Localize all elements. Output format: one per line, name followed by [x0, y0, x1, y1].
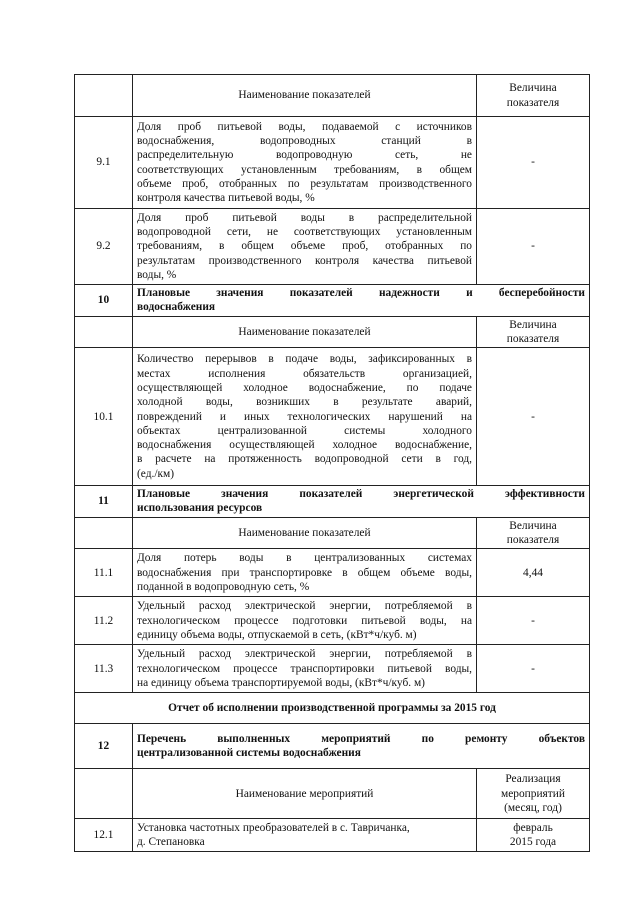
section-title: Плановые значения показателей энергетической эффективности использования ресурсов [133, 486, 590, 518]
table-row [75, 645, 590, 693]
row-value: - [477, 348, 590, 486]
row-number: 9.1 [75, 117, 133, 209]
table-row [75, 348, 590, 486]
row-description: Количество перерывов в подаче воды, зафиксированных в местах исполнения обязательств организацией, осуществляющей холодное водоснабжение, по подаче холодной воды, возникших в результате аварий, повреждений и иных технологических нарушений на объектах централизованной системы холодного водоснабжения осуществляющей холодное водоснабжение, в расчете на протяженность водопроводной сети в год, (ед./км) [133, 348, 477, 486]
table-row [75, 549, 590, 597]
row-number: 9.2 [75, 209, 133, 285]
table-header-row [75, 75, 590, 117]
report-title: Отчет об исполнении производственной программы за 2015 год [75, 693, 590, 724]
section-title-row [75, 724, 590, 769]
row-value: - [477, 645, 590, 693]
empty-num-cell [75, 316, 133, 348]
section-title-row [75, 486, 590, 518]
empty-num-cell [75, 517, 133, 549]
section-title: Плановые значения показателей надежности и бесперебойности водоснабжения [133, 285, 590, 317]
table-header-row [75, 316, 590, 348]
row-description: Доля проб питьевой воды, подаваемой с источников водоснабжения, водопроводных станций в распределительную водопроводную сеть, не соответствующих установленным требованиям, в общем объеме проб, отобранных по результатам производственного контроля качества питьевой воды, % [133, 117, 477, 209]
column-header-name: Наименование показателей [133, 316, 477, 348]
column-header-name: Наименование мероприятий [133, 769, 477, 819]
table-header-row [75, 517, 590, 549]
row-value: - [477, 209, 590, 285]
row-description: Доля потерь воды в централизованных системах водоснабжения при транспортировке в общем объеме воды, поданной в водопроводную сеть, % [133, 549, 477, 597]
column-header-value: Величина показателя [477, 75, 590, 117]
column-header-name: Наименование показателей [133, 75, 477, 117]
indicators-table [74, 74, 590, 852]
row-description: Установка частотных преобразователей в с. Тавричанка, д. Степановка [133, 819, 477, 852]
column-header-value: Величина показателя [477, 316, 590, 348]
row-number: 12.1 [75, 819, 133, 852]
empty-num-cell [75, 769, 133, 819]
table-row [75, 117, 590, 209]
row-number: 10.1 [75, 348, 133, 486]
row-number: 11.1 [75, 549, 133, 597]
row-description: Удельный расход электрической энергии, потребляемой в технологическом процессе подготовки питьевой воды, на единицу объема воды, отпускаемой в сеть, (кВт*ч/куб. м) [133, 597, 477, 645]
row-value: февраль 2015 года [477, 819, 590, 852]
section-title-row [75, 285, 590, 317]
row-description: Удельный расход электрической энергии, потребляемой в технологическом процессе транспортировки питьевой воды, на единицу объема транспортируемой воды, (кВт*ч/куб. м) [133, 645, 477, 693]
column-header-value: Величина показателя [477, 517, 590, 549]
row-value: - [477, 117, 590, 209]
table-header-row [75, 769, 590, 819]
report-title-row [75, 693, 590, 724]
row-value: 4,44 [477, 549, 590, 597]
row-number: 11.2 [75, 597, 133, 645]
row-description: Доля проб питьевой воды в распределительной водопроводной сети, не соответствующих установленным требованиям, в общем объеме проб, отобранных по результатам производственного контроля качества питьевой воды, % [133, 209, 477, 285]
table-row [75, 209, 590, 285]
section-number: 11 [75, 486, 133, 518]
row-number: 11.3 [75, 645, 133, 693]
row-value: - [477, 597, 590, 645]
section-number: 10 [75, 285, 133, 317]
column-header-name: Наименование показателей [133, 517, 477, 549]
empty-num-cell [75, 75, 133, 117]
section-number: 12 [75, 724, 133, 769]
table-row [75, 597, 590, 645]
section-title: Перечень выполненных мероприятий по ремонту объектов централизованной системы водоснабжения [133, 724, 590, 769]
column-header-value: Реализация мероприятий (месяц, год) [477, 769, 590, 819]
table-row [75, 819, 590, 852]
